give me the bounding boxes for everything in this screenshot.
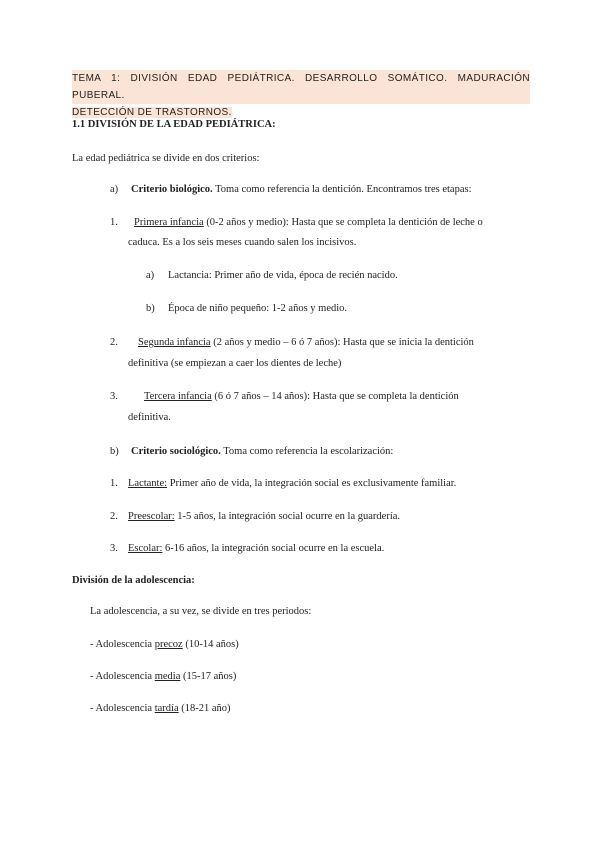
item-number: 1.	[110, 478, 118, 489]
list-item	[110, 542, 384, 556]
item-text: 6-16 años, la integración social ocurre en la escuela.	[162, 543, 385, 554]
item-term: Escolar:	[128, 543, 163, 554]
item-text: (2 años y medio – 6 ó 7 años): Hasta que se inicia la dentición	[210, 337, 474, 348]
intro-paragraph: La edad pediátrica se divide en dos criterios:	[72, 153, 260, 164]
sub-marker: a)	[146, 270, 155, 281]
list-item-continuation: definitiva (se empiezan a caer los dientes de leche)	[128, 358, 342, 369]
sub-item	[146, 269, 398, 283]
sub-marker: b)	[146, 303, 155, 314]
item-number: 2.	[110, 511, 118, 522]
item-text: (10-14 años)	[182, 639, 239, 650]
item-number: 1.	[110, 217, 118, 228]
criterio-a-label: Criterio biológico.	[131, 184, 213, 195]
item-term: Segunda infancia	[138, 337, 211, 348]
item-term: tardía	[154, 703, 179, 714]
adolescence-heading: División de la adolescencia:	[72, 575, 195, 586]
list-item	[90, 702, 231, 716]
document-title	[72, 70, 530, 121]
adolescence-intro: La adolescencia, a su vez, se divide en tres periodos:	[90, 606, 312, 617]
list-item-continuation: caduca. Es a los seis meses cuando salen los incisivos.	[128, 237, 357, 248]
item-prefix: - Adolescencia	[90, 671, 155, 682]
item-number: 2.	[110, 337, 118, 348]
item-term: Primera infancia	[134, 217, 204, 228]
list-item	[90, 670, 236, 684]
item-text: (18-21 año)	[178, 703, 231, 714]
list-item-continuation: definitiva.	[128, 412, 171, 423]
section-heading: 1.1 DIVISIÓN DE LA EDAD PEDIÁTRICA:	[72, 119, 276, 130]
criterio-b-marker: b)	[110, 446, 119, 457]
item-prefix: - Adolescencia	[90, 639, 155, 650]
list-item	[110, 216, 528, 230]
criterio-a-text: Toma como referencia la dentición. Encontramos tres etapas:	[212, 184, 472, 195]
item-term: Preescolar:	[128, 511, 175, 522]
list-item	[90, 638, 239, 652]
item-prefix: - Adolescencia	[90, 703, 155, 714]
title-line-2: DETECCIÓN DE TRASTORNOS.	[72, 107, 232, 118]
item-text: (0-2 años y medio): Hasta que se completa la dentición de leche o	[203, 217, 483, 228]
item-term: media	[154, 671, 181, 682]
criterio-a-marker: a)	[110, 184, 119, 195]
criterio-sociologico	[110, 445, 393, 459]
item-text: 1-5 años, la integración social ocurre en la guardería.	[174, 511, 401, 522]
item-term: Lactante:	[128, 478, 168, 489]
item-number: 3.	[110, 543, 118, 554]
list-item	[110, 390, 459, 404]
criterio-b-text: Toma como referencia la escolarización:	[220, 446, 394, 457]
list-item	[110, 336, 474, 350]
sub-item	[146, 302, 347, 316]
item-text: Primer año de vida, la integración social es exclusivamente familiar.	[167, 478, 457, 489]
criterio-biologico	[110, 183, 472, 197]
item-text: (15-17 años)	[180, 671, 237, 682]
sub-text: Lactancia: Primer año de vida, época de recién nacido.	[168, 270, 398, 281]
title-line-1: TEMA 1: DIVISIÓN EDAD PEDIÁTRICA. DESARROLLO SOMÁTICO. MADURACIÓN PUBERAL.	[72, 70, 530, 104]
item-term: Tercera infancia	[144, 391, 212, 402]
list-item	[110, 510, 400, 524]
item-text: (6 ó 7 años – 14 años): Hasta que se completa la dentición	[211, 391, 459, 402]
item-number: 3.	[110, 391, 118, 402]
sub-text: Época de niño pequeño: 1-2 años y medio.	[168, 303, 348, 314]
criterio-b-label: Criterio sociológico.	[131, 446, 221, 457]
item-term: precoz	[154, 639, 183, 650]
list-item	[110, 477, 456, 491]
